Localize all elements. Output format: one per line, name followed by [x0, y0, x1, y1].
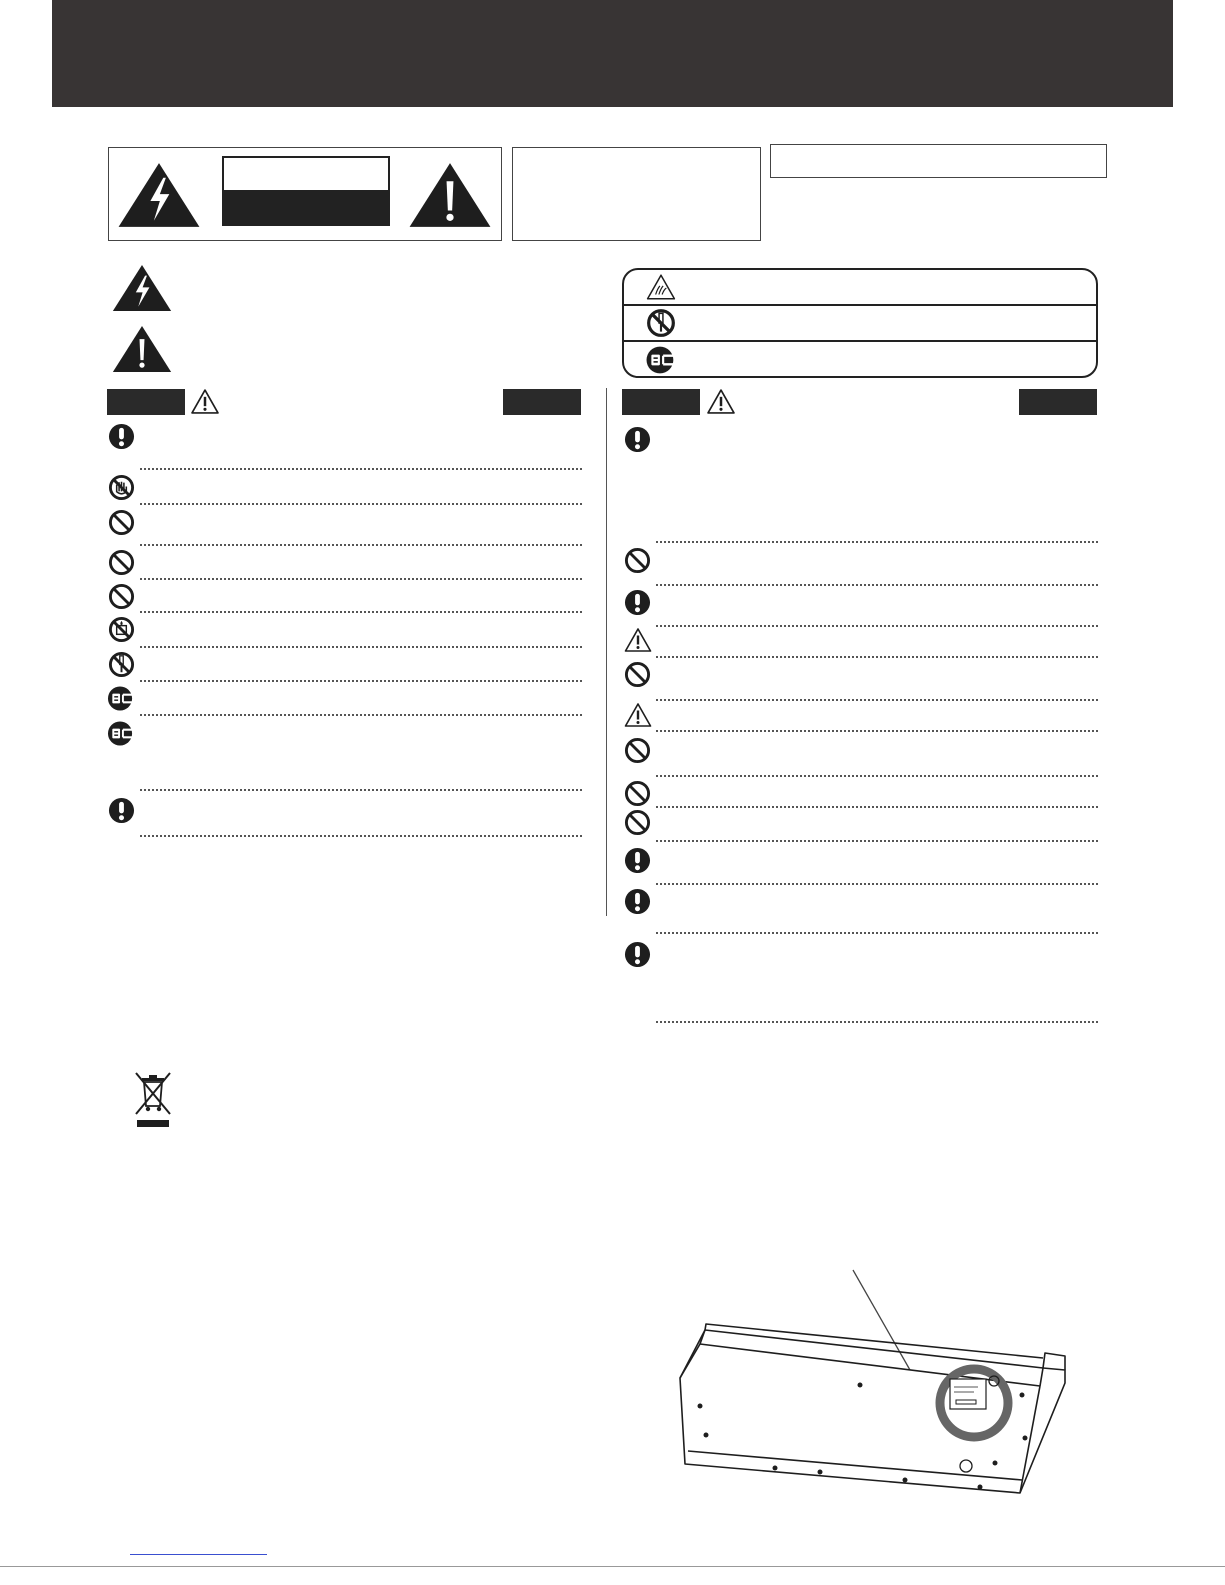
notice-strip-box [770, 144, 1107, 178]
prohibition-icon [624, 780, 651, 807]
footer-link-underline[interactable] [130, 1554, 267, 1555]
caution-label-top [222, 156, 390, 190]
caution-triangle-icon [624, 627, 652, 653]
separator [140, 611, 582, 613]
separator [140, 503, 582, 505]
separator [140, 544, 582, 546]
separator [140, 835, 582, 837]
lightning-bolt-triangle-icon [111, 263, 173, 313]
separator [656, 625, 1098, 627]
separator [656, 730, 1098, 732]
separator [656, 840, 1098, 842]
separator [656, 656, 1098, 658]
separator [656, 932, 1098, 934]
mandatory-icon [624, 589, 651, 616]
symbol-legend-row [624, 270, 1096, 304]
separator [656, 699, 1098, 701]
crossed-out-wheelie-bin-icon [134, 1072, 172, 1130]
prohibition-icon [108, 583, 135, 610]
separator [140, 468, 582, 470]
symbol-legend-row [624, 342, 1096, 378]
prohibition-icon [108, 549, 135, 576]
exclamation-triangle-icon [407, 156, 493, 234]
separator [656, 775, 1098, 777]
left-column-tag-block [503, 389, 581, 415]
prohibition-icon [624, 737, 651, 764]
prohibition-icon [108, 509, 135, 536]
unplug-icon [107, 685, 135, 712]
caution-box [108, 147, 502, 241]
caution-hand-triangle-icon [646, 273, 676, 301]
caution-triangle-icon [624, 702, 652, 728]
footer-rule [0, 1566, 1225, 1567]
rating-label-location-illustration [660, 1268, 1080, 1508]
no-disassembly-icon [646, 308, 676, 338]
separator [656, 806, 1098, 808]
no-wet-hands-icon [108, 474, 135, 501]
right-column-tag-block [1019, 389, 1097, 415]
separator [140, 789, 582, 791]
prohibition-icon [624, 661, 651, 688]
right-column-heading-block [622, 389, 700, 415]
lightning-bolt-triangle-icon [116, 156, 202, 234]
prohibition-icon [624, 809, 651, 836]
caution-triangle-icon [706, 388, 736, 415]
symbol-legend [622, 268, 1098, 378]
separator [140, 714, 582, 716]
prohibition-icon [624, 547, 651, 574]
no-disassembly-icon [108, 651, 135, 678]
mandatory-icon [624, 847, 651, 874]
unplug-icon [107, 720, 135, 747]
left-column-heading-block [107, 389, 185, 415]
mandatory-icon [108, 423, 135, 450]
separator [656, 1021, 1098, 1023]
separator [140, 646, 582, 648]
no-water-icon [108, 616, 135, 643]
caution-note-box [512, 147, 761, 241]
separator [140, 578, 582, 580]
column-divider [606, 388, 607, 916]
exclamation-triangle-icon [111, 324, 173, 374]
header-bar [52, 0, 1173, 107]
mandatory-icon [624, 941, 651, 968]
mandatory-icon [108, 797, 135, 824]
warning-triangle-icon [190, 388, 220, 415]
symbol-legend-row [624, 306, 1096, 340]
separator [656, 883, 1098, 885]
separator [656, 541, 1098, 543]
separator [140, 680, 582, 682]
separator [656, 584, 1098, 586]
unplug-icon [646, 345, 676, 375]
mandatory-icon [624, 426, 651, 453]
mandatory-icon [624, 888, 651, 915]
caution-label-bottom [222, 190, 390, 226]
